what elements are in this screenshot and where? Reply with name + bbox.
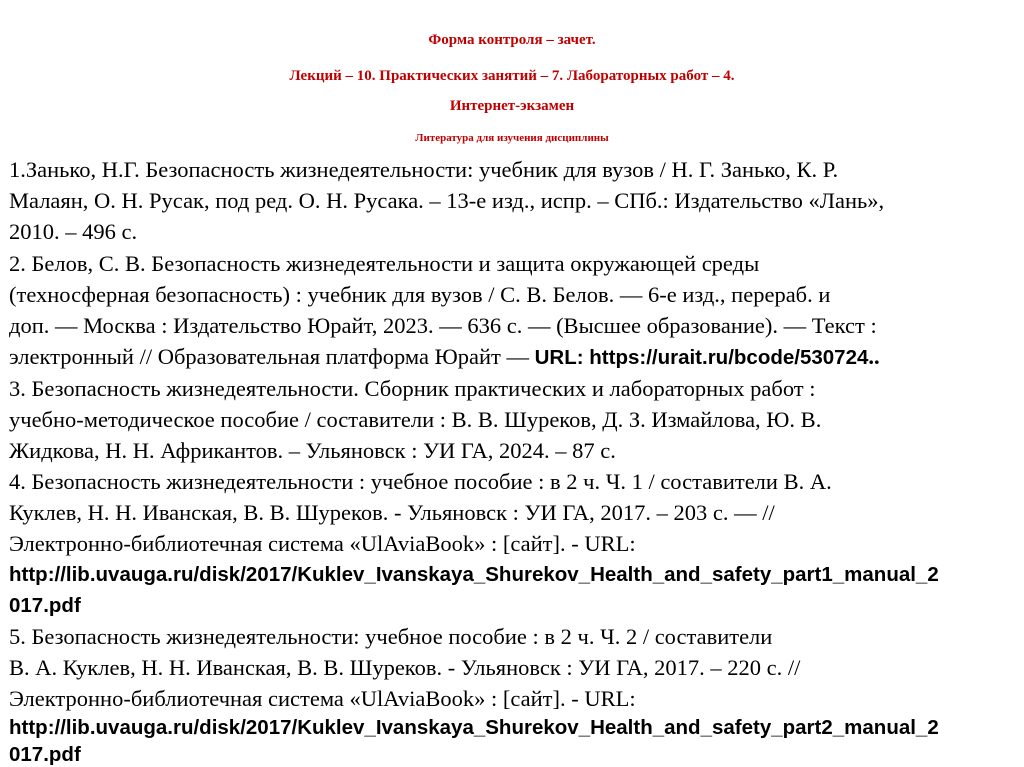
reference-2-url-link[interactable]: URL: https://urait.ru/bcode/530724: [534, 346, 869, 369]
reference-4-url-link-end[interactable]: 017.pdf: [9, 594, 81, 617]
reference-5-url-link-end[interactable]: 017.pdf: [9, 743, 81, 766]
reference-1-line-2: Малаян, О. Н. Русак, под ред. О. Н. Русака. – 13-е изд., испр. – СПб.: Издательство «Лань»,: [9, 188, 885, 213]
reference-3-line-1: 3. Безопасность жизнедеятельности. Сборник практических и лабораторных работ :: [9, 376, 816, 401]
reference-2-line-3: доп. — Москва : Издательство Юрайт, 2023. — 636 с. — (Высшее образование). — Текст :: [9, 313, 877, 338]
reference-4-line-1: 4. Безопасность жизнедеятельности : учебное пособие : в 2 ч. Ч. 1 / составители В. А.: [9, 469, 832, 494]
reference-5-line-1: 5. Безопасность жизнедеятельности: учебное пособие : в 2 ч. Ч. 2 / составители: [9, 624, 773, 649]
reference-2-suffix: ..: [868, 344, 880, 369]
hours-heading: Лекций – 10. Практических занятий – 7. Лабораторных работ – 4.: [289, 68, 735, 84]
reference-5-url-link[interactable]: http://lib.uvauga.ru/disk/2017/Kuklev_Ivanskaya_Shurekov_Health_and_safety_part2_manual_2: [9, 716, 939, 739]
reference-1-line-1: 1.Занько, Н.Г. Безопасность жизнедеятельности: учебник для вузов / Н. Г. Занько, К. Р.: [9, 157, 839, 182]
reference-2-line-2: (техносферная безопасность) : учебник для вузов / С. В. Белов. — 6-е изд., перераб. и: [9, 282, 831, 307]
reference-4-line-3: Электронно-библиотечная система «UlAviaBook» : [сайт]. - URL:: [9, 531, 636, 556]
control-form-heading: Форма контроля – зачет.: [428, 32, 596, 48]
exam-heading: Интернет-экзамен: [449, 98, 575, 114]
reference-5-line-3: Электронно-библиотечная система «UlAviaBook» : [сайт]. - URL:: [9, 686, 636, 711]
reference-1-line-3: 2010. – 496 с.: [9, 219, 138, 244]
reference-5-line-2: В. А. Куклев, Н. Н. Иванская, В. В. Шуреков. - Ульяновск : УИ ГА, 2017. – 220 с. //: [9, 655, 801, 680]
reference-3-line-2: учебно-методическое пособие / составители : В. В. Шуреков, Д. З. Измайлова, Ю. В.: [9, 407, 822, 432]
literature-subtitle: Литература для изучения дисциплины: [415, 132, 609, 144]
reference-2-prefix: электронный // Образовательная платформа Юрайт —: [9, 344, 535, 369]
reference-2-line-4: [9, 343, 880, 372]
reference-3-line-3: Жидкова, Н. Н. Африкантов. – Ульяновск : УИ ГА, 2024. – 87 с.: [9, 438, 616, 463]
reference-4-url-link[interactable]: http://lib.uvauga.ru/disk/2017/Kuklev_Ivanskaya_Shurekov_Health_and_safety_part1_manual_2: [9, 563, 939, 586]
reference-4-line-2: Куклев, Н. Н. Иванская, В. В. Шуреков. - Ульяновск : УИ ГА, 2017. – 203 с. — //: [9, 500, 775, 525]
reference-2-line-1: 2. Белов, С. В. Безопасность жизнедеятельности и защита окружающей среды: [9, 251, 760, 276]
